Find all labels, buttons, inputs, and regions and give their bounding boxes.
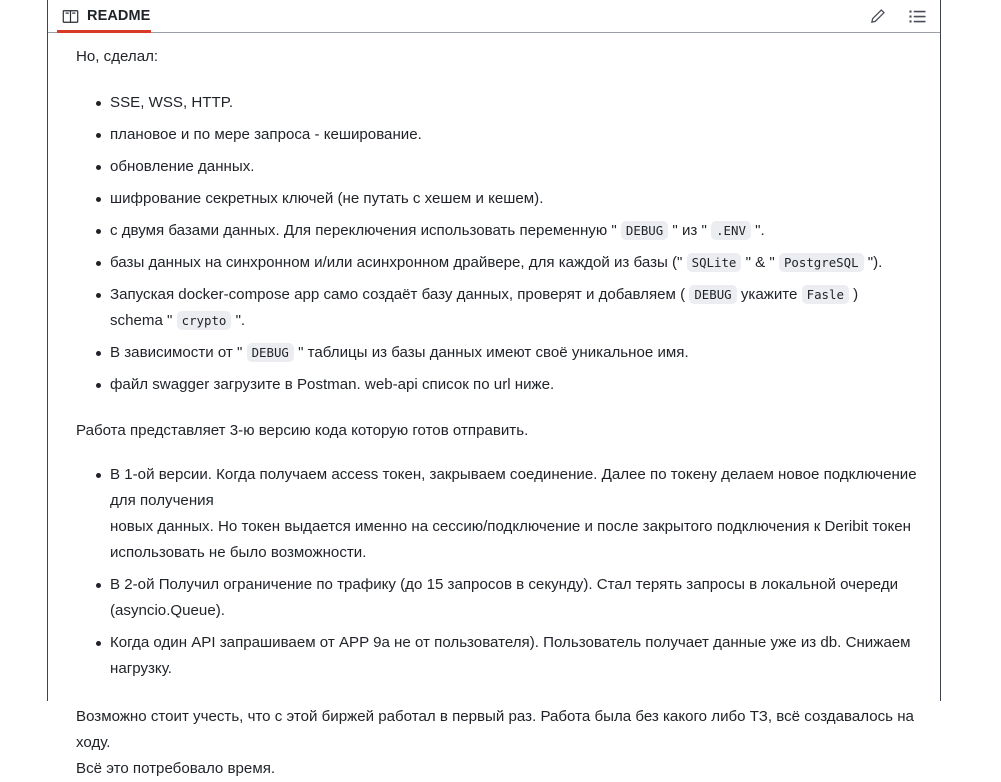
book-icon [61,7,79,25]
list-item-text: с двумя базами данных. Для переключения использовать переменную " [110,222,617,239]
list-item [76,186,918,212]
list-item-text: " & " [745,254,775,271]
list-item-text: плановое и по мере запроса - кеширование. [110,126,422,143]
list-item-text: " таблицы из базы данных имеют своё уникальное имя. [298,344,689,361]
readme-content [48,33,940,777]
list-item-text: В зависимости от " [110,344,243,361]
list-item-text: новых данных. Но токен выдается именно на сессию/подключение и после закрытого подключения к Deribit токен использовать не было возможности. [110,518,911,561]
list-item-text: ". [235,312,246,329]
version-history-list [76,444,918,682]
header-actions [868,7,931,26]
list-item [76,372,918,398]
list-item [76,462,918,566]
inline-code: Fasle [802,285,849,304]
list-item [76,630,918,682]
inline-code: DEBUG [621,221,668,240]
paragraph-final-2: Всё это потребовало время. [76,760,276,777]
tab-readme[interactable] [57,0,154,33]
outline-list-icon[interactable] [908,7,927,26]
list-item [76,282,918,334]
list-item-text: шифрование секретных ключей (не путать с хешем и кешем). [110,190,544,207]
list-item [76,218,918,244]
list-item-text: Запуская docker-compose app само создаёт базу данных, проверят и добавляем ( [110,286,686,303]
list-item-text: В 2-ой Получил ограничение по трафику (до 15 запросов в секунду). Стал терять запросы в локальной очереди (asyncio.Queue). [110,576,899,619]
paragraph-intro: Но, сделал: [76,48,159,65]
inline-code: PostgreSQL [779,253,864,272]
list-item [76,340,918,366]
feature-list [76,70,918,398]
list-item [76,90,918,116]
readme-panel [47,0,941,777]
inline-code: DEBUG [689,285,736,304]
list-item-text: файл swagger загрузите в Postman. web-api список по url ниже. [110,376,555,393]
list-item-text: SSE, WSS, HTTP. [110,94,234,111]
list-item-text: "). [867,254,883,271]
list-item-text: schema " [110,312,173,329]
list-item-text: Когда один API запрашиваем от APP 9а не от пользователя). Пользователь получает данные уже из db. Снижаем нагрузку. [110,634,911,677]
paragraph-final-1: Возможно стоит учесть, что с этой биржей работал в первый раз. Работа была без какого либо ТЗ, всё создавалось на ходу. [76,708,914,751]
list-item [76,572,918,624]
inline-code: DEBUG [247,343,294,362]
list-item [76,122,918,148]
list-item-text: обновление данных. [110,158,255,175]
edit-pencil-icon[interactable] [868,7,887,26]
list-item [76,154,918,180]
list-item-text: ". [755,222,765,239]
readme-header [48,0,940,33]
tab-readme-label: README [87,8,151,24]
list-item [76,250,918,276]
list-item-text: базы данных на синхронном и/или асинхронном драйвере, для каждой из базы (" [110,254,683,271]
list-item-text: В 1-ой версии. Когда получаем access токен, закрываем соединение. Далее по токену делаем новое подключение для получения [110,466,917,509]
list-item-text: укажите [740,286,798,303]
inline-code: crypto [177,311,232,330]
list-item-text: ) [853,286,859,303]
paragraph-version: Работа представляет 3-ю версию кода которую готов отправить. [76,422,529,439]
inline-code: SQLite [687,253,742,272]
list-item-text: " из " [672,222,707,239]
inline-code: .ENV [711,221,751,240]
